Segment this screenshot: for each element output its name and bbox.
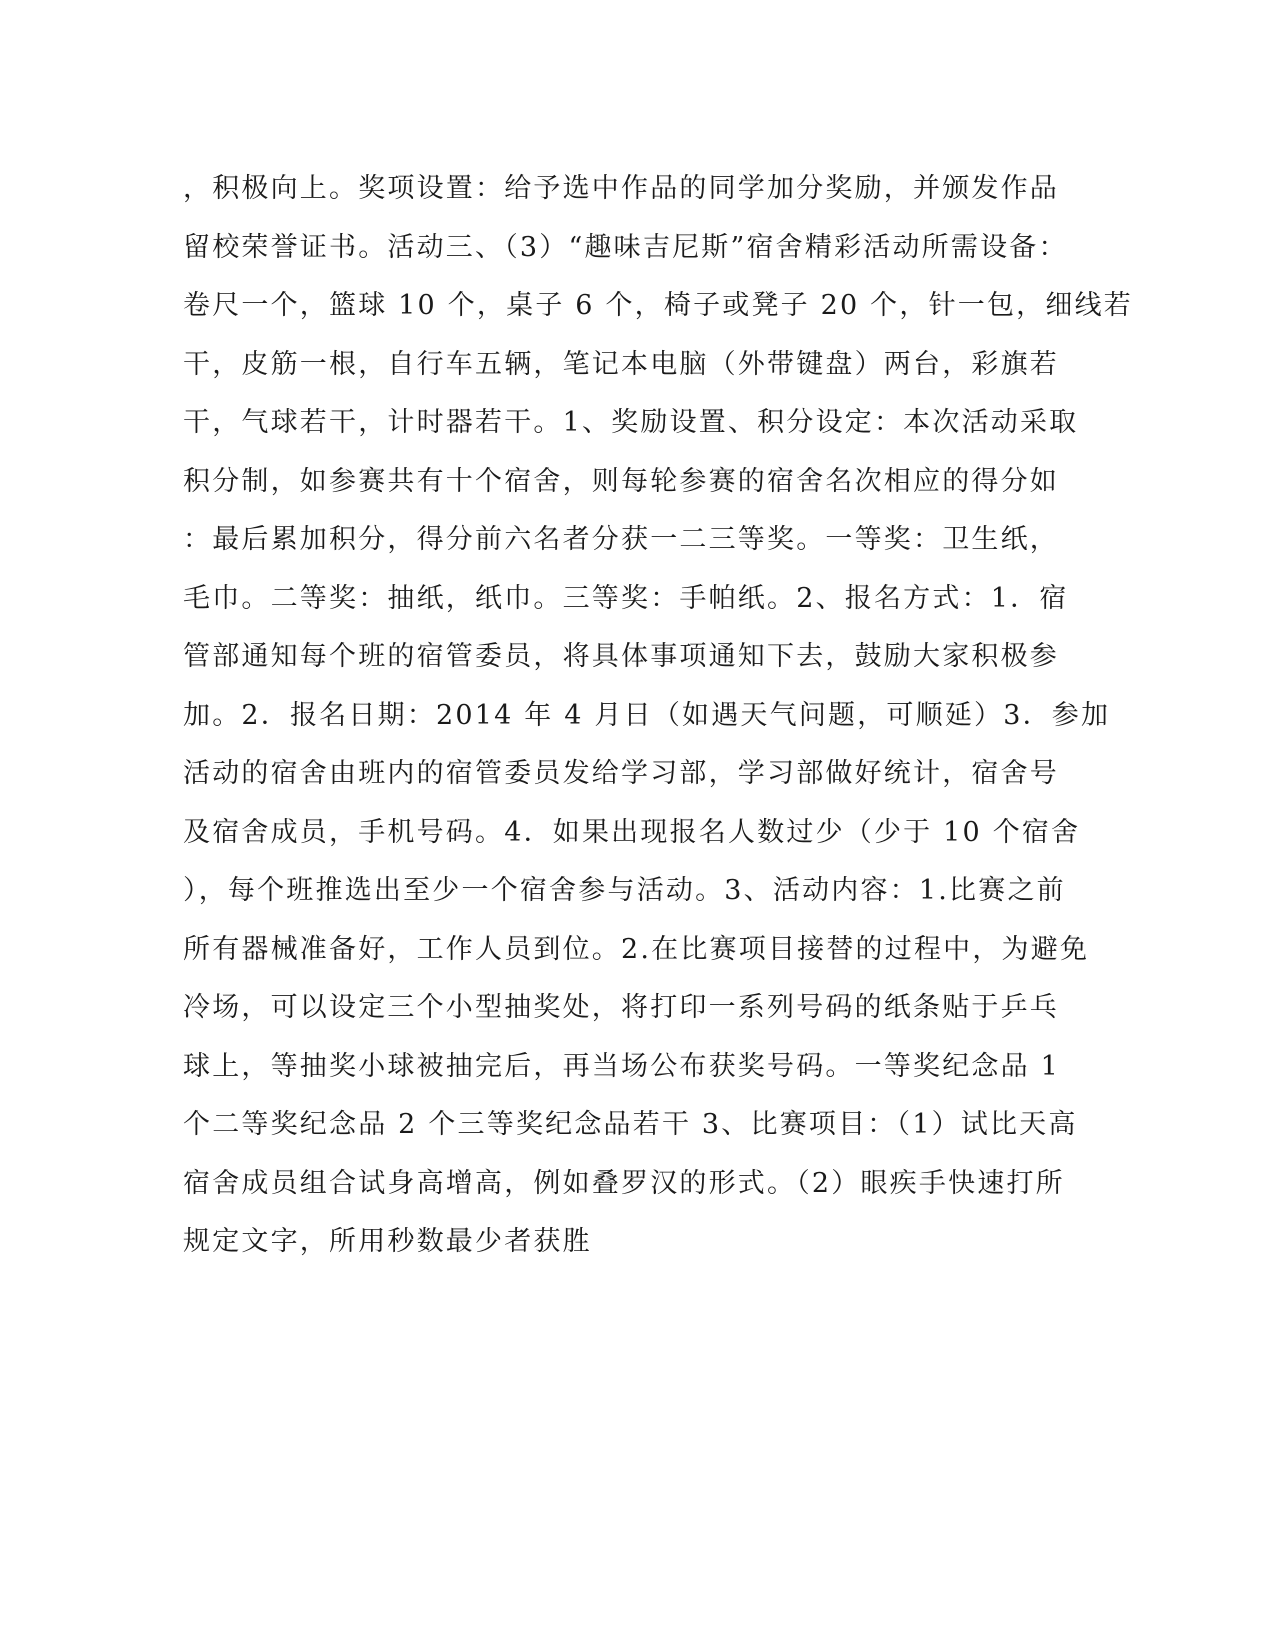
text-line-8: 毛巾。二等奖：抽纸，纸巾。三等奖：手帕纸。2、报名方式：1．宿 [183, 582, 1069, 614]
text-line-4: 干，皮筋一根，自行车五辆，笔记本电脑（外带键盘）两台，彩旗若 [183, 348, 1059, 380]
text-line-5: 干，气球若干，计时器若干。1、奖励设置、积分设定：本次活动采取 [183, 407, 1079, 438]
text-line-15: 冷场，可以设定三个小型抽奖处，将打印一系列号码的纸条贴于乒乓 [183, 992, 1059, 1023]
text-line-1: ，积极向上。奖项设置：给予选中作品的同学加分奖励，并颁发作品 [183, 173, 1059, 204]
text-line-7: ：最后累加积分，得分前六名者分获一二三等奖。一等奖：卫生纸， [183, 524, 1059, 555]
text-line-3: 卷尺一个，篮球 10 个，桌子 6 个，椅子或凳子 20 个，针一包，细线若 [183, 290, 1133, 321]
text-line-11: 活动的宿舍由班内的宿管委员发给学习部，学习部做好统计，宿舍号 [183, 758, 1059, 789]
text-line-9: 管部通知每个班的宿管委员，将具体事项通知下去，鼓励大家积极参 [183, 641, 1059, 672]
text-line-13: ），每个班推选出至少一个宿舍参与活动。3、活动内容：1.比赛之前 [183, 875, 1066, 906]
text-line-2: 留校荣誉证书。活动三、（3）“趣味吉尼斯”宿舍精彩活动所需设备： [183, 231, 1068, 263]
text-line-12: 及宿舍成员，手机号码。4．如果出现报名人数过少（少于 10 个宿舍 [183, 816, 1081, 848]
text-line-17: 个二等奖纪念品 2 个三等奖纪念品若干 3、比赛项目：（1）试比天高 [183, 1109, 1078, 1140]
text-line-18: 宿舍成员组合试身高增高，例如叠罗汉的形式。（2）眼疾手快速打所 [183, 1167, 1065, 1199]
body-text [183, 160, 1133, 1272]
text-line-19: 规定文字，所用秒数最少者获胜 [183, 1226, 592, 1257]
text-line-6: 积分制，如参赛共有十个宿舍，则每轮参赛的宿舍名次相应的得分如 [183, 465, 1059, 497]
text-line-16: 球上，等抽奖小球被抽完后，再当场公布获奖号码。一等奖纪念品 1 [183, 1050, 1060, 1082]
text-line-10: 加。2．报名日期：2014 年 4 月日（如遇天气问题，可顺延）3．参加 [183, 699, 1111, 731]
text-line-14: 所有器械准备好，工作人员到位。2.在比赛项目接替的过程中，为避免 [183, 933, 1090, 965]
